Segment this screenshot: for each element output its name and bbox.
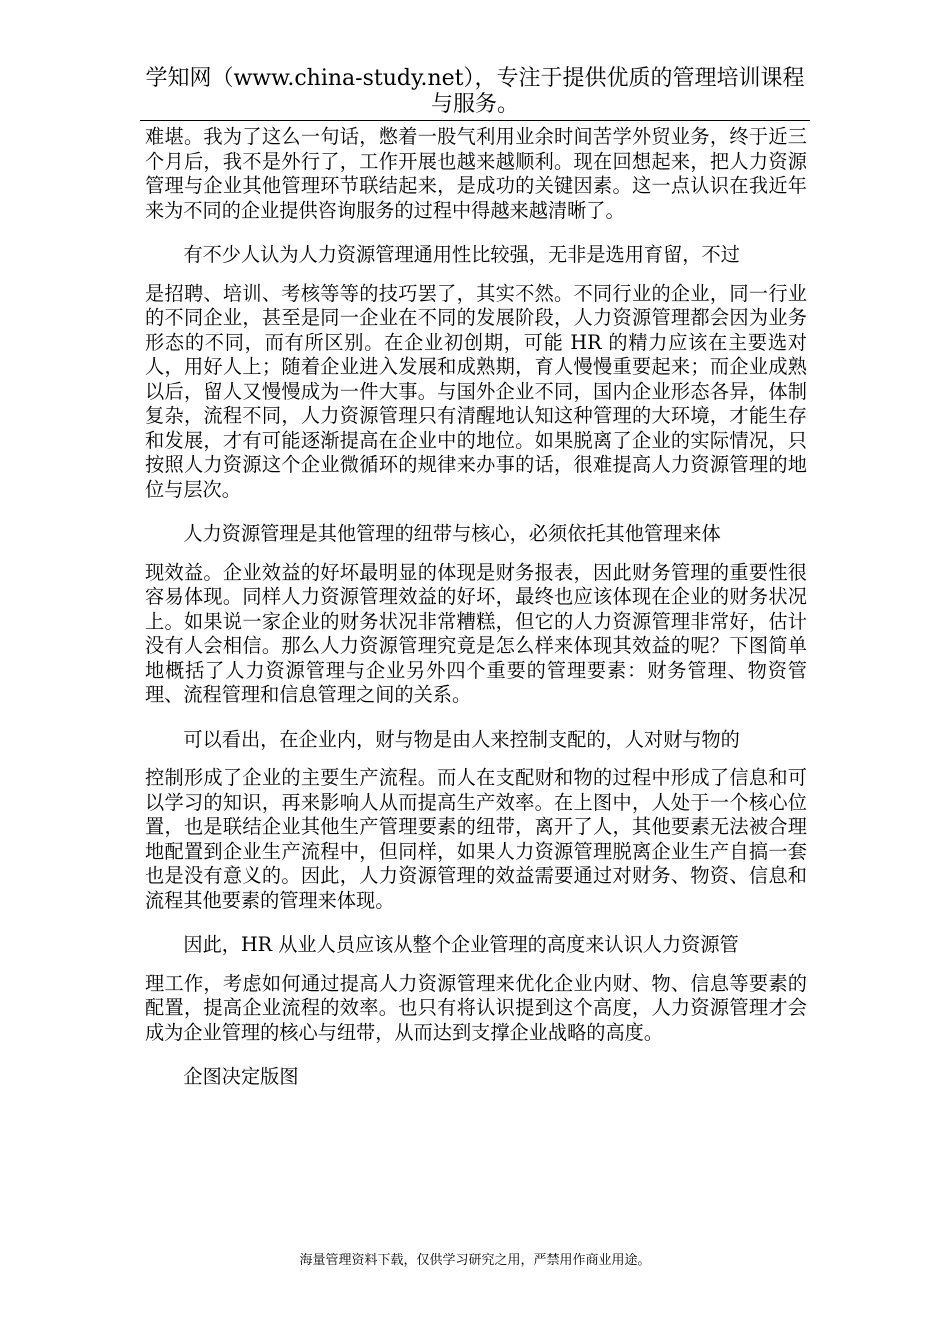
page-footer (0, 1253, 950, 1269)
document-body (145, 125, 807, 1090)
paragraph-4 (145, 728, 807, 914)
paragraph-3 (145, 522, 807, 708)
paragraph-text: 现效益。企业效益的好坏最明显的体现是财务报表，因此财务管理的重要性很容易体现。同样人力资源管理效益的好坏，最终也应该体现在企业的财务状况上。如果说一家企业的财务状况非常糟糕，但它的人力资源管理非常好，估计没有人会相信。那么人力资源管理究竟是怎么样来体现其效益的呢？下图简单地概括了人力资源管理与企业另外四个重要的管理要素：财务管理、物资管理、流程管理和信息管理之间的关系。 (145, 560, 807, 706)
header-title: 学知网（www.china-study.net），专注于提供优质的管理培训课程与服务。 (145, 66, 805, 117)
page-header (140, 66, 810, 121)
paragraph-1 (145, 125, 807, 223)
paragraph-text: 理工作，考虑如何通过提高人力资源管理来优化企业内财、物、信息等要素的配置，提高企业流程的效率。也只有将认识提到这个高度，人力资源管理才会成为企业管理的核心与纽带，从而达到支撑企业战略的高度。 (145, 971, 807, 1044)
paragraph-5 (145, 933, 807, 1045)
paragraph-text: 是招聘、培训、考核等等的技巧罢了，其实不然。不同行业的企业，同一行业的不同企业，甚至是同一企业在不同的发展阶段，人力资源管理都会因为业务形态的不同，而有所区别。在企业初创期，可能 HR 的精力应该在主要选对人，用好人上；随着企业进入发展和成熟期，育人慢慢重要起来；而企业成熟以后，留人又慢慢成为一件大事。与国外企业不同，国内企业形态各异，体制复杂，流程不同，人力资源管理只有清醒地认知这种管理的大环境，才能生存和发展，才有可能逐渐提高在企业中的地位。如果脱离了企业的实际情况，只按照人力资源这个企业微循环的规律来办事的话，很难提高人力资源管理的地位与层次。 (145, 281, 807, 501)
paragraph-first-line: 有不少人认为人力资源管理通用性比较强，无非是选用育留，不过 (183, 243, 740, 266)
caption-text: 企图决定版图 (183, 1065, 299, 1088)
footer-text: 海量管理资料下载，仅供学习研究之用，严禁用作商业用途。 (299, 1253, 651, 1268)
figure-caption (145, 1065, 807, 1090)
paragraph-text: 控制形成了企业的主要生产流程。而人在支配财和物的过程中形成了信息和可以学习的知识，再来影响人从而提高生产效率。在上图中，人处于一个核心位置，也是联结企业其他生产管理要素的纽带，离开了人，其他要素无法被合理地配置到企业生产流程中，但同样，如果人力资源管理脱离企业生产自搞一套也是没有意义的。因此，人力资源管理的效益需要通过对财务、物资、信息和流程其他要素的管理来体现。 (145, 766, 807, 912)
paragraph-text: 难堪。我为了这么一句话，憋着一股气利用业余时间苦学外贸业务，终于近三个月后，我不是外行了，工作开展也越来越顺利。现在回想起来，把人力资源管理与企业其他管理环节联结起来，是成功的关键因素。这一点认识在我近年来为不同的企业提供咨询服务的过程中得越来越清晰了。 (145, 125, 807, 222)
paragraph-first-line: 因此，HR 从业人员应该从整个企业管理的高度来认识人力资源管 (183, 933, 739, 956)
paragraph-first-line: 可以看出，在企业内，财与物是由人来控制支配的，人对财与物的 (183, 727, 740, 751)
paragraph-first-line: 人力资源管理是其他管理的纽带与核心，必须依托其他管理来体 (183, 522, 721, 545)
paragraph-2 (145, 243, 807, 502)
